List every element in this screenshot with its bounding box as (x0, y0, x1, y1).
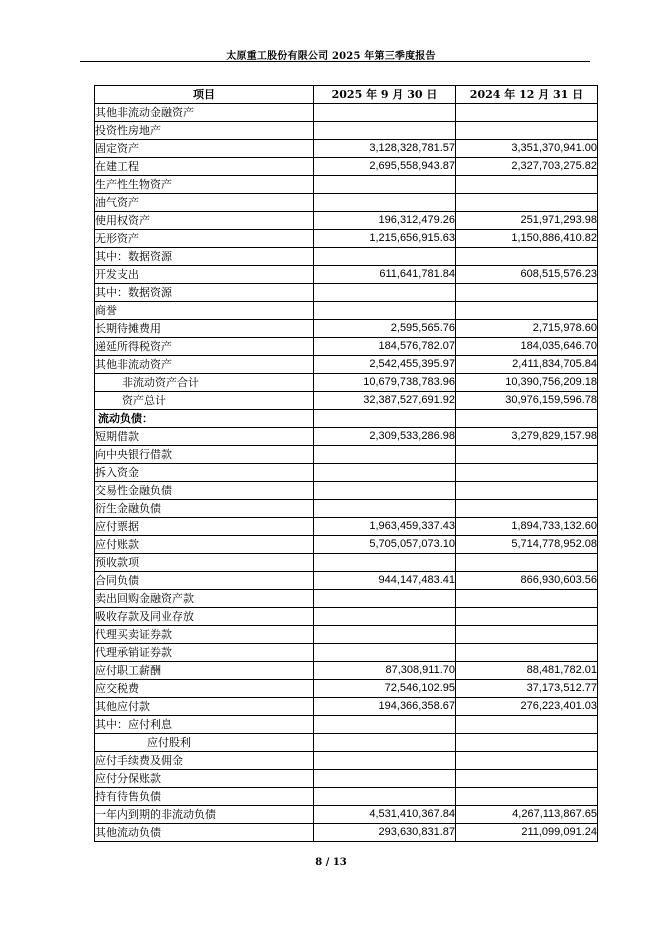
table-row (95, 806, 598, 824)
value-current-period: 1,215,656,915.63 (314, 230, 456, 248)
table-row (95, 608, 598, 626)
row-item-label: 其中：应付利息 (95, 716, 314, 734)
value-current-period (314, 644, 456, 662)
row-item-label: 一年内到期的非流动负债 (95, 806, 314, 824)
table-row (95, 824, 598, 842)
table-row (95, 680, 598, 698)
value-prior-period: 30,976,159,596.78 (456, 392, 598, 410)
table-row (95, 356, 598, 374)
value-current-period (314, 626, 456, 644)
row-item-label: 代理承销证券款 (95, 644, 314, 662)
table-row (95, 662, 598, 680)
value-prior-period (456, 176, 598, 194)
value-current-period (314, 104, 456, 122)
column-header-current-period: 2025 年 9 月 30 日 (314, 86, 456, 104)
value-prior-period (456, 590, 598, 608)
value-current-period (314, 248, 456, 266)
value-current-period: 194,366,358.67 (314, 698, 456, 716)
row-item-label: 生产性生物资产 (95, 176, 314, 194)
value-prior-period: 88,481,782.01 (456, 662, 598, 680)
table-row (95, 572, 598, 590)
value-prior-period (456, 644, 598, 662)
value-current-period (314, 554, 456, 572)
value-current-period (314, 122, 456, 140)
header-divider (80, 61, 590, 62)
table-body (95, 104, 598, 842)
value-prior-period (456, 554, 598, 572)
row-item-label: 衍生金融负债 (95, 500, 314, 518)
table-row (95, 374, 598, 392)
value-current-period: 32,387,527,691.92 (314, 392, 456, 410)
row-item-label: 其他非流动资产 (95, 356, 314, 374)
row-item-label: 其他流动负债 (95, 824, 314, 842)
value-prior-period (456, 626, 598, 644)
value-current-period: 72,546,102.95 (314, 680, 456, 698)
page-number: 8 / 13 (315, 857, 347, 868)
table-row (95, 626, 598, 644)
row-item-label: 吸收存款及同业存放 (95, 608, 314, 626)
table-row (95, 482, 598, 500)
value-prior-period (456, 734, 598, 752)
row-item-label: 商誉 (95, 302, 314, 320)
table-row (95, 536, 598, 554)
balance-sheet-table (94, 85, 598, 842)
table-row (95, 770, 598, 788)
table-row (95, 104, 598, 122)
table-row (95, 554, 598, 572)
value-current-period: 2,309,533,286.98 (314, 428, 456, 446)
row-item-label: 非流动资产合计 (95, 374, 314, 392)
value-current-period (314, 194, 456, 212)
value-prior-period: 608,515,576.23 (456, 266, 598, 284)
report-header-title: 太原重工股份有限公司 2025 年第三季度报告 (226, 51, 436, 62)
value-current-period: 944,147,483.41 (314, 572, 456, 590)
table-row (95, 716, 598, 734)
value-current-period: 4,531,410,367.84 (314, 806, 456, 824)
row-item-label: 无形资产 (95, 230, 314, 248)
value-current-period (314, 410, 456, 428)
value-current-period: 87,308,911.70 (314, 662, 456, 680)
value-current-period (314, 176, 456, 194)
column-header-item: 项目 (95, 86, 314, 104)
table-row (95, 320, 598, 338)
table-row (95, 284, 598, 302)
value-prior-period: 1,894,733,132.60 (456, 518, 598, 536)
value-prior-period: 2,327,703,275.82 (456, 158, 598, 176)
value-current-period: 611,641,781.84 (314, 266, 456, 284)
row-item-label: 应付票据 (95, 518, 314, 536)
section-heading: 流动负债： (95, 410, 314, 428)
value-prior-period: 2,715,978.60 (456, 320, 598, 338)
table-row (95, 248, 598, 266)
row-item-label: 投资性房地产 (95, 122, 314, 140)
value-prior-period (456, 716, 598, 734)
row-item-label: 递延所得税资产 (95, 338, 314, 356)
value-current-period (314, 446, 456, 464)
table-row (95, 734, 598, 752)
value-prior-period (456, 410, 598, 428)
row-item-label: 固定资产 (95, 140, 314, 158)
value-prior-period: 3,351,370,941.00 (456, 140, 598, 158)
value-prior-period (456, 608, 598, 626)
value-prior-period (456, 194, 598, 212)
table-row (95, 338, 598, 356)
table-row (95, 266, 598, 284)
value-current-period (314, 482, 456, 500)
row-item-label: 应付账款 (95, 536, 314, 554)
value-prior-period: 4,267,113,867.65 (456, 806, 598, 824)
value-prior-period (456, 482, 598, 500)
row-item-label: 其中：数据资源 (95, 248, 314, 266)
value-prior-period (456, 464, 598, 482)
table-row (95, 644, 598, 662)
value-prior-period (456, 770, 598, 788)
table-row (95, 194, 598, 212)
table-row (95, 230, 598, 248)
value-current-period (314, 464, 456, 482)
value-current-period: 2,542,455,395.97 (314, 356, 456, 374)
row-item-label: 长期待摊费用 (95, 320, 314, 338)
row-item-label: 资产总计 (95, 392, 314, 410)
value-current-period: 3,128,328,781.57 (314, 140, 456, 158)
value-current-period: 2,695,558,943.87 (314, 158, 456, 176)
value-current-period (314, 500, 456, 518)
value-prior-period (456, 104, 598, 122)
row-item-label: 交易性金融负债 (95, 482, 314, 500)
value-prior-period (456, 248, 598, 266)
value-prior-period (456, 788, 598, 806)
row-item-label: 使用权资产 (95, 212, 314, 230)
row-item-label: 预收款项 (95, 554, 314, 572)
row-item-label: 应交税费 (95, 680, 314, 698)
value-current-period: 5,705,057,073.10 (314, 536, 456, 554)
value-prior-period (456, 122, 598, 140)
table-row (95, 788, 598, 806)
table-header-row (95, 86, 598, 104)
row-item-label: 应付股利 (95, 734, 314, 752)
row-item-label: 开发支出 (95, 266, 314, 284)
row-item-label: 卖出回购金融资产款 (95, 590, 314, 608)
value-prior-period: 276,223,401.03 (456, 698, 598, 716)
value-prior-period (456, 752, 598, 770)
value-current-period: 2,595,565.76 (314, 320, 456, 338)
value-current-period (314, 608, 456, 626)
table-row (95, 140, 598, 158)
row-item-label: 向中央银行借款 (95, 446, 314, 464)
value-current-period: 184,576,782.07 (314, 338, 456, 356)
table-row (95, 428, 598, 446)
value-prior-period: 251,971,293.98 (456, 212, 598, 230)
row-item-label: 应付职工薪酬 (95, 662, 314, 680)
value-prior-period: 211,099,091.24 (456, 824, 598, 842)
row-item-label: 代理买卖证券款 (95, 626, 314, 644)
table-row (95, 500, 598, 518)
table-row (95, 590, 598, 608)
value-prior-period: 10,390,756,209.18 (456, 374, 598, 392)
value-current-period (314, 284, 456, 302)
value-current-period (314, 734, 456, 752)
table-row (95, 158, 598, 176)
value-prior-period: 37,173,512.77 (456, 680, 598, 698)
value-prior-period: 866,930,603.56 (456, 572, 598, 590)
row-item-label: 持有待售负债 (95, 788, 314, 806)
table-row (95, 698, 598, 716)
row-item-label: 拆入资金 (95, 464, 314, 482)
table-row (95, 752, 598, 770)
value-current-period (314, 302, 456, 320)
value-prior-period (456, 284, 598, 302)
value-current-period (314, 590, 456, 608)
row-item-label: 应付分保账款 (95, 770, 314, 788)
value-current-period: 293,630,831.87 (314, 824, 456, 842)
row-item-label: 其中：数据资源 (95, 284, 314, 302)
row-item-label: 短期借款 (95, 428, 314, 446)
row-item-label: 其他非流动金融资产 (95, 104, 314, 122)
table-row (95, 302, 598, 320)
value-current-period (314, 770, 456, 788)
column-header-prior-period: 2024 年 12 月 31 日 (456, 86, 598, 104)
value-prior-period: 5,714,778,952.08 (456, 536, 598, 554)
row-item-label: 其他应付款 (95, 698, 314, 716)
value-current-period (314, 752, 456, 770)
table-row (95, 464, 598, 482)
row-item-label: 在建工程 (95, 158, 314, 176)
row-item-label: 油气资产 (95, 194, 314, 212)
value-current-period: 1,963,459,337.43 (314, 518, 456, 536)
value-prior-period (456, 446, 598, 464)
value-current-period: 196,312,479.26 (314, 212, 456, 230)
value-prior-period: 1,150,886,410.82 (456, 230, 598, 248)
value-prior-period: 184,035,646.70 (456, 338, 598, 356)
value-prior-period: 2,411,834,705.84 (456, 356, 598, 374)
table-row (95, 446, 598, 464)
table-row (95, 176, 598, 194)
row-item-label: 应付手续费及佣金 (95, 752, 314, 770)
table-row (95, 392, 598, 410)
value-current-period (314, 716, 456, 734)
table-row (95, 518, 598, 536)
value-prior-period: 3,279,829,157.98 (456, 428, 598, 446)
table-row (95, 122, 598, 140)
value-current-period (314, 788, 456, 806)
value-prior-period (456, 500, 598, 518)
value-prior-period (456, 302, 598, 320)
table-row (95, 212, 598, 230)
row-item-label: 合同负债 (95, 572, 314, 590)
table-row (95, 410, 598, 428)
value-current-period: 10,679,738,783.96 (314, 374, 456, 392)
